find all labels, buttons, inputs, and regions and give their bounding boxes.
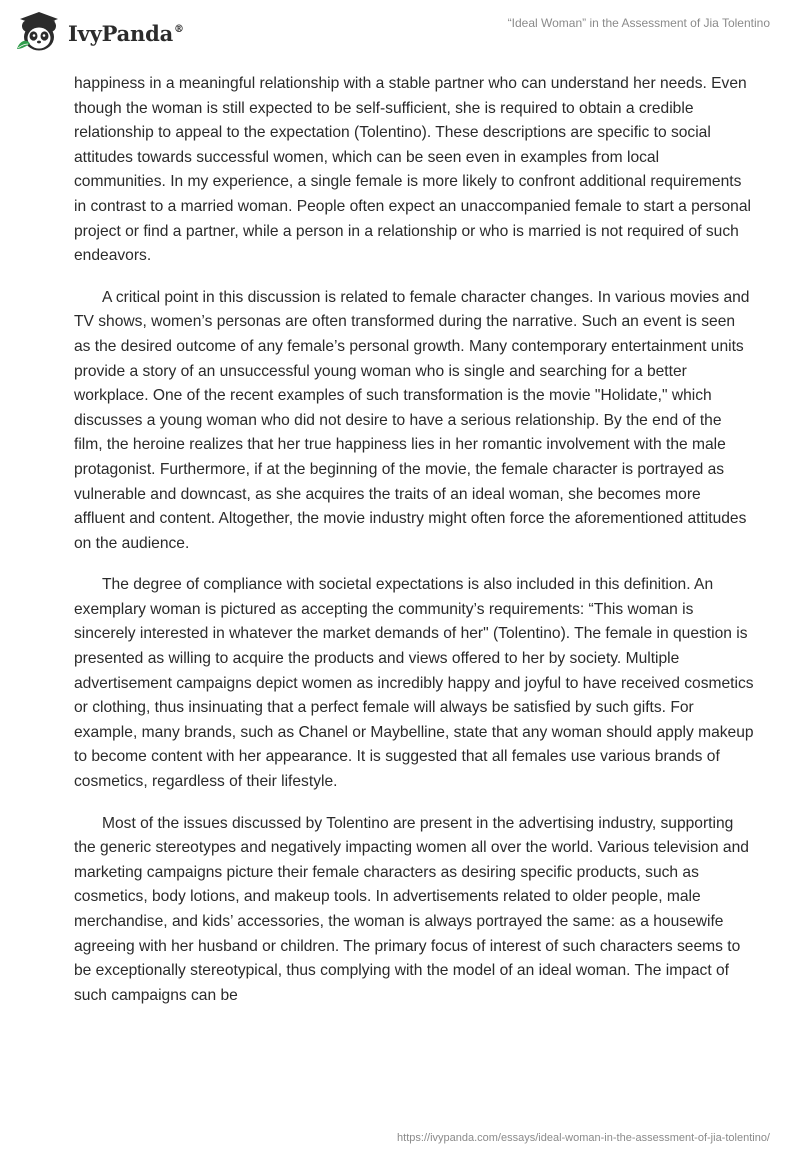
paragraph-2: A critical point in this discussion is related to female character changes. In various movies and TV shows, women’s personas are often transformed during the narrative. Such an event is seen as the desired outcome of any female’s personal growth. Many contemporary entertainment units provide a story of an unsuccessful young woman who is single and searching for a better workplace. One of the recent examples of such transformation is the movie "Holidate," which discusses a young woman who did not desire to have a serious relationship. By the end of the film, the heroine realizes that her true happiness lies in her romantic involvement with the male protagonist. Furthermore, if at the beginning of the movie, the female character is portrayed as vulnerable and downcast, as she acquires the traits of an ideal woman, she becomes more affluent and content. Altogether, the movie industry might often force the aforementioned attitudes on the audience. [74, 288, 750, 552]
paragraph-4: Most of the issues discussed by Tolentino are present in the advertising industry, supporting the generic stereotypes and negatively impacting women all over the world. Various television and marketing campaigns picture their female characters as desiring specific products, such as cosmetics, body lotions, and makeup tools. In advertisements related to older people, male merchandise, and kids’ accessories, the woman is always portrayed the same: as a housewife agreeing with her husband or children. The primary focus of interest of such characters seems to be exceptionally stereotypical, thus complying with the model of an ideal woman. The impact of such campaigns can be [74, 814, 749, 1004]
document-title: “Ideal Woman” in the Assessment of Jia Tolentino [507, 16, 770, 30]
registered-mark: ® [174, 23, 184, 35]
ivypanda-logo[interactable] [14, 9, 184, 55]
paragraph-1: happiness in a meaningful relationship with a stable partner who can understand her needs. Even though the woman is still expected to be self-sufficient, she is required to obtain a credible relationship to appeal to the expectation (Tolentino). These descriptions are specific to social attitudes towards successful women, which can be seen even in examples from local communities. In my experience, a single female is more likely to confront additional requirements in contrast to a married woman. People often expect an unaccompanied female to start a personal project or find a partner, while a person in a relationship or who is married is not required of such endeavors. [74, 75, 751, 265]
brand-name [68, 21, 184, 46]
page-header [0, 0, 800, 64]
panda-graduate-icon [14, 9, 64, 55]
essay-body [74, 72, 754, 1025]
brand-name-text: IvyPanda [68, 20, 174, 46]
footer-url[interactable]: https://ivypanda.com/essays/ideal-woman-in-the-assessment-of-jia-tolentino/ [397, 1132, 770, 1144]
paragraph-3: The degree of compliance with societal expectations is also included in this definition. An exemplary woman is pictured as accepting the community’s requirements: “This woman is sincerely interested in whatever the market demands of her" (Tolentino). The female in question is presented as willing to acquire the products and views offered to her by society. Multiple advertisement campaigns depict women as incredibly happy and joyful to have received cosmetics or clothing, thus insinuating that a perfect female will always be satisfied by such gifts. For example, many brands, such as Chanel or Maybelline, state that any woman should apply makeup to become content with her appearance. It is suggested that all females use various brands of cosmetics, regardless of their lifestyle. [74, 576, 754, 791]
